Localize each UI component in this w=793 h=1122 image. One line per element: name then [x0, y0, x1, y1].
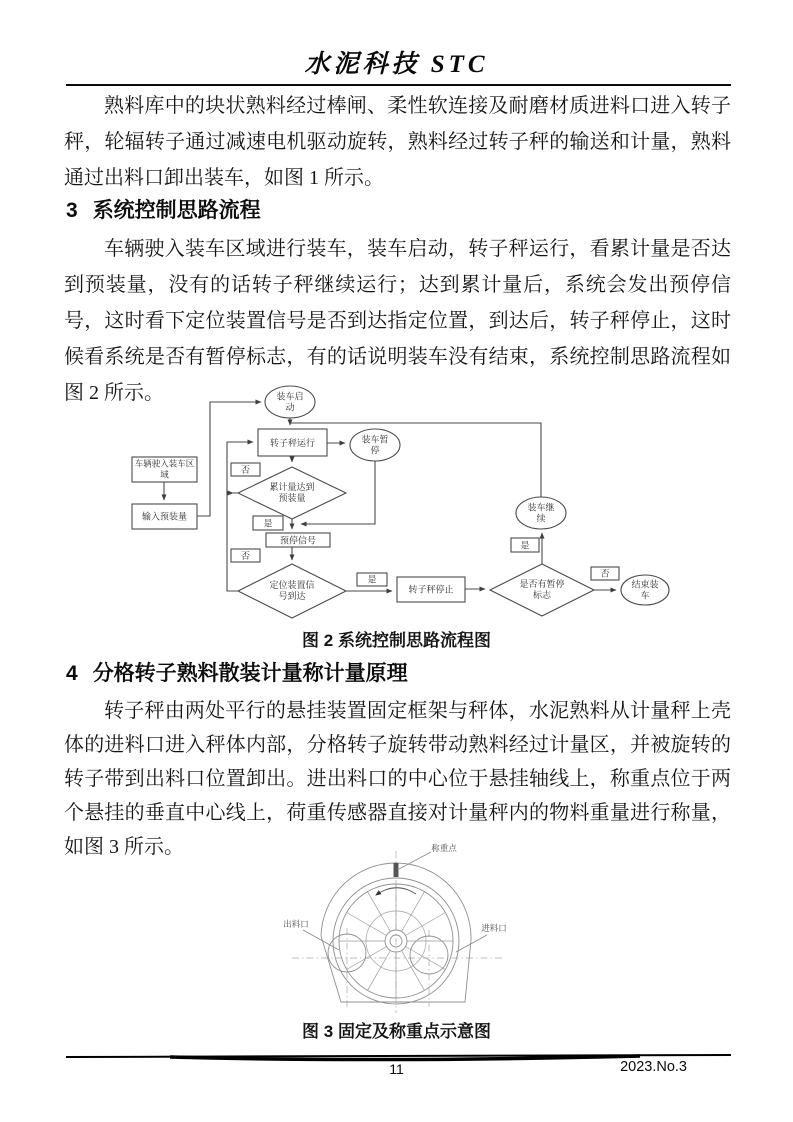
weigh-point-marker [394, 863, 399, 877]
yes-label-1: 是 [263, 518, 273, 529]
footer-issue: 2023.No.3 [620, 1059, 687, 1075]
weigh-point-leader [399, 852, 431, 869]
section-4-heading [66, 657, 746, 687]
footer-page-number: 11 [389, 1061, 404, 1077]
flow-connectors [164, 402, 616, 591]
prestop-signal-label: 预停信号 [279, 535, 317, 546]
no-label-1: 否 [240, 465, 251, 475]
section-4-title: 分格转子熟料散装计量称计量原理 [92, 662, 408, 685]
header-rule [66, 84, 731, 86]
section-3-heading [66, 194, 746, 224]
rotor-run-label: 转子秤运行 [269, 438, 316, 448]
no-label-3: 否 [600, 568, 610, 579]
section-4-paragraph: 转子秤由两处平行的悬挂装置固定框架与秤体，水泥熟料从计量秤上壳体的进料口进入秤体内部，分格转子旋转带动熟料经过计量区，并被旋转的转子带到出料口位置卸出。进出料口的中心位于悬挂轴线上，称重点位于两个悬挂的垂直中心线上，荷重传感器直接对计量秤内的物料重量进行称量，如图 3 所示。 [64, 700, 731, 858]
section-3-number: 3 [66, 199, 78, 222]
figure2-caption: 图 2 系统控制思路流程图 [302, 631, 491, 650]
enter-area-label: 车辆驶入装车区域 [134, 458, 195, 480]
edge-position-no-loop [227, 493, 238, 591]
yes-label-3: 是 [520, 540, 530, 551]
weigh-point-label: 称重点 [431, 843, 457, 853]
section-3-paragraph: 车辆驶入装车区域进行装车，装车启动，转子秤运行，看累计量是否达到预装量，没有的话转子秤继续运行；达到累计量后，系统会发出预停信号，这时看下定位装置信号是否到达指定位置，到达后，转子秤停止，这时候看系统是否有暂停标志，有的话说明装车没有结束，系统控制思路流程如图 2 所示。 [64, 238, 731, 404]
figure3-caption: 图 3 固定及称重点示意图 [302, 1022, 491, 1041]
outlet-label: 出料口 [283, 919, 309, 929]
loading-pause-label: 装车暂停 [361, 434, 389, 456]
intro-paragraph: 熟料库中的块状熟料经过棒闸、柔性软连接及耐磨材质进料口进入转子秤，轮辐转子通过减速电机驱动旋转，熟料经过转子秤的输送和计量，熟料通过出料口卸出装车，如图 1 所示。 [64, 95, 731, 189]
start-node-label: 装车启动 [276, 391, 304, 413]
flow-labels [135, 391, 659, 602]
end-loading-label: 结束装车 [631, 579, 659, 601]
position-signal-label: 定位装置信号到达 [269, 580, 315, 601]
inlet-leader [456, 935, 487, 952]
flow-shapes [132, 386, 669, 618]
input-preset-label: 输入预装量 [141, 511, 188, 522]
reach-preset-label: 累计量达到预装量 [269, 482, 315, 503]
journal-title: 水泥科技 STC [304, 51, 489, 78]
loading-continue-label: 装车继续 [527, 502, 555, 524]
yes-label-2: 是 [367, 574, 377, 585]
inlet-label: 进料口 [481, 923, 507, 933]
no-label-2: 否 [240, 551, 251, 561]
pause-flag-label: 是否有暂停标志 [519, 579, 565, 600]
section-4-number: 4 [66, 662, 78, 685]
figure2-flowchart [0, 380, 793, 652]
section-3-title: 系统控制思路流程 [92, 199, 261, 222]
figure3-drawing [0, 838, 793, 1018]
rotor-stop-label: 转子秤停止 [408, 584, 454, 595]
